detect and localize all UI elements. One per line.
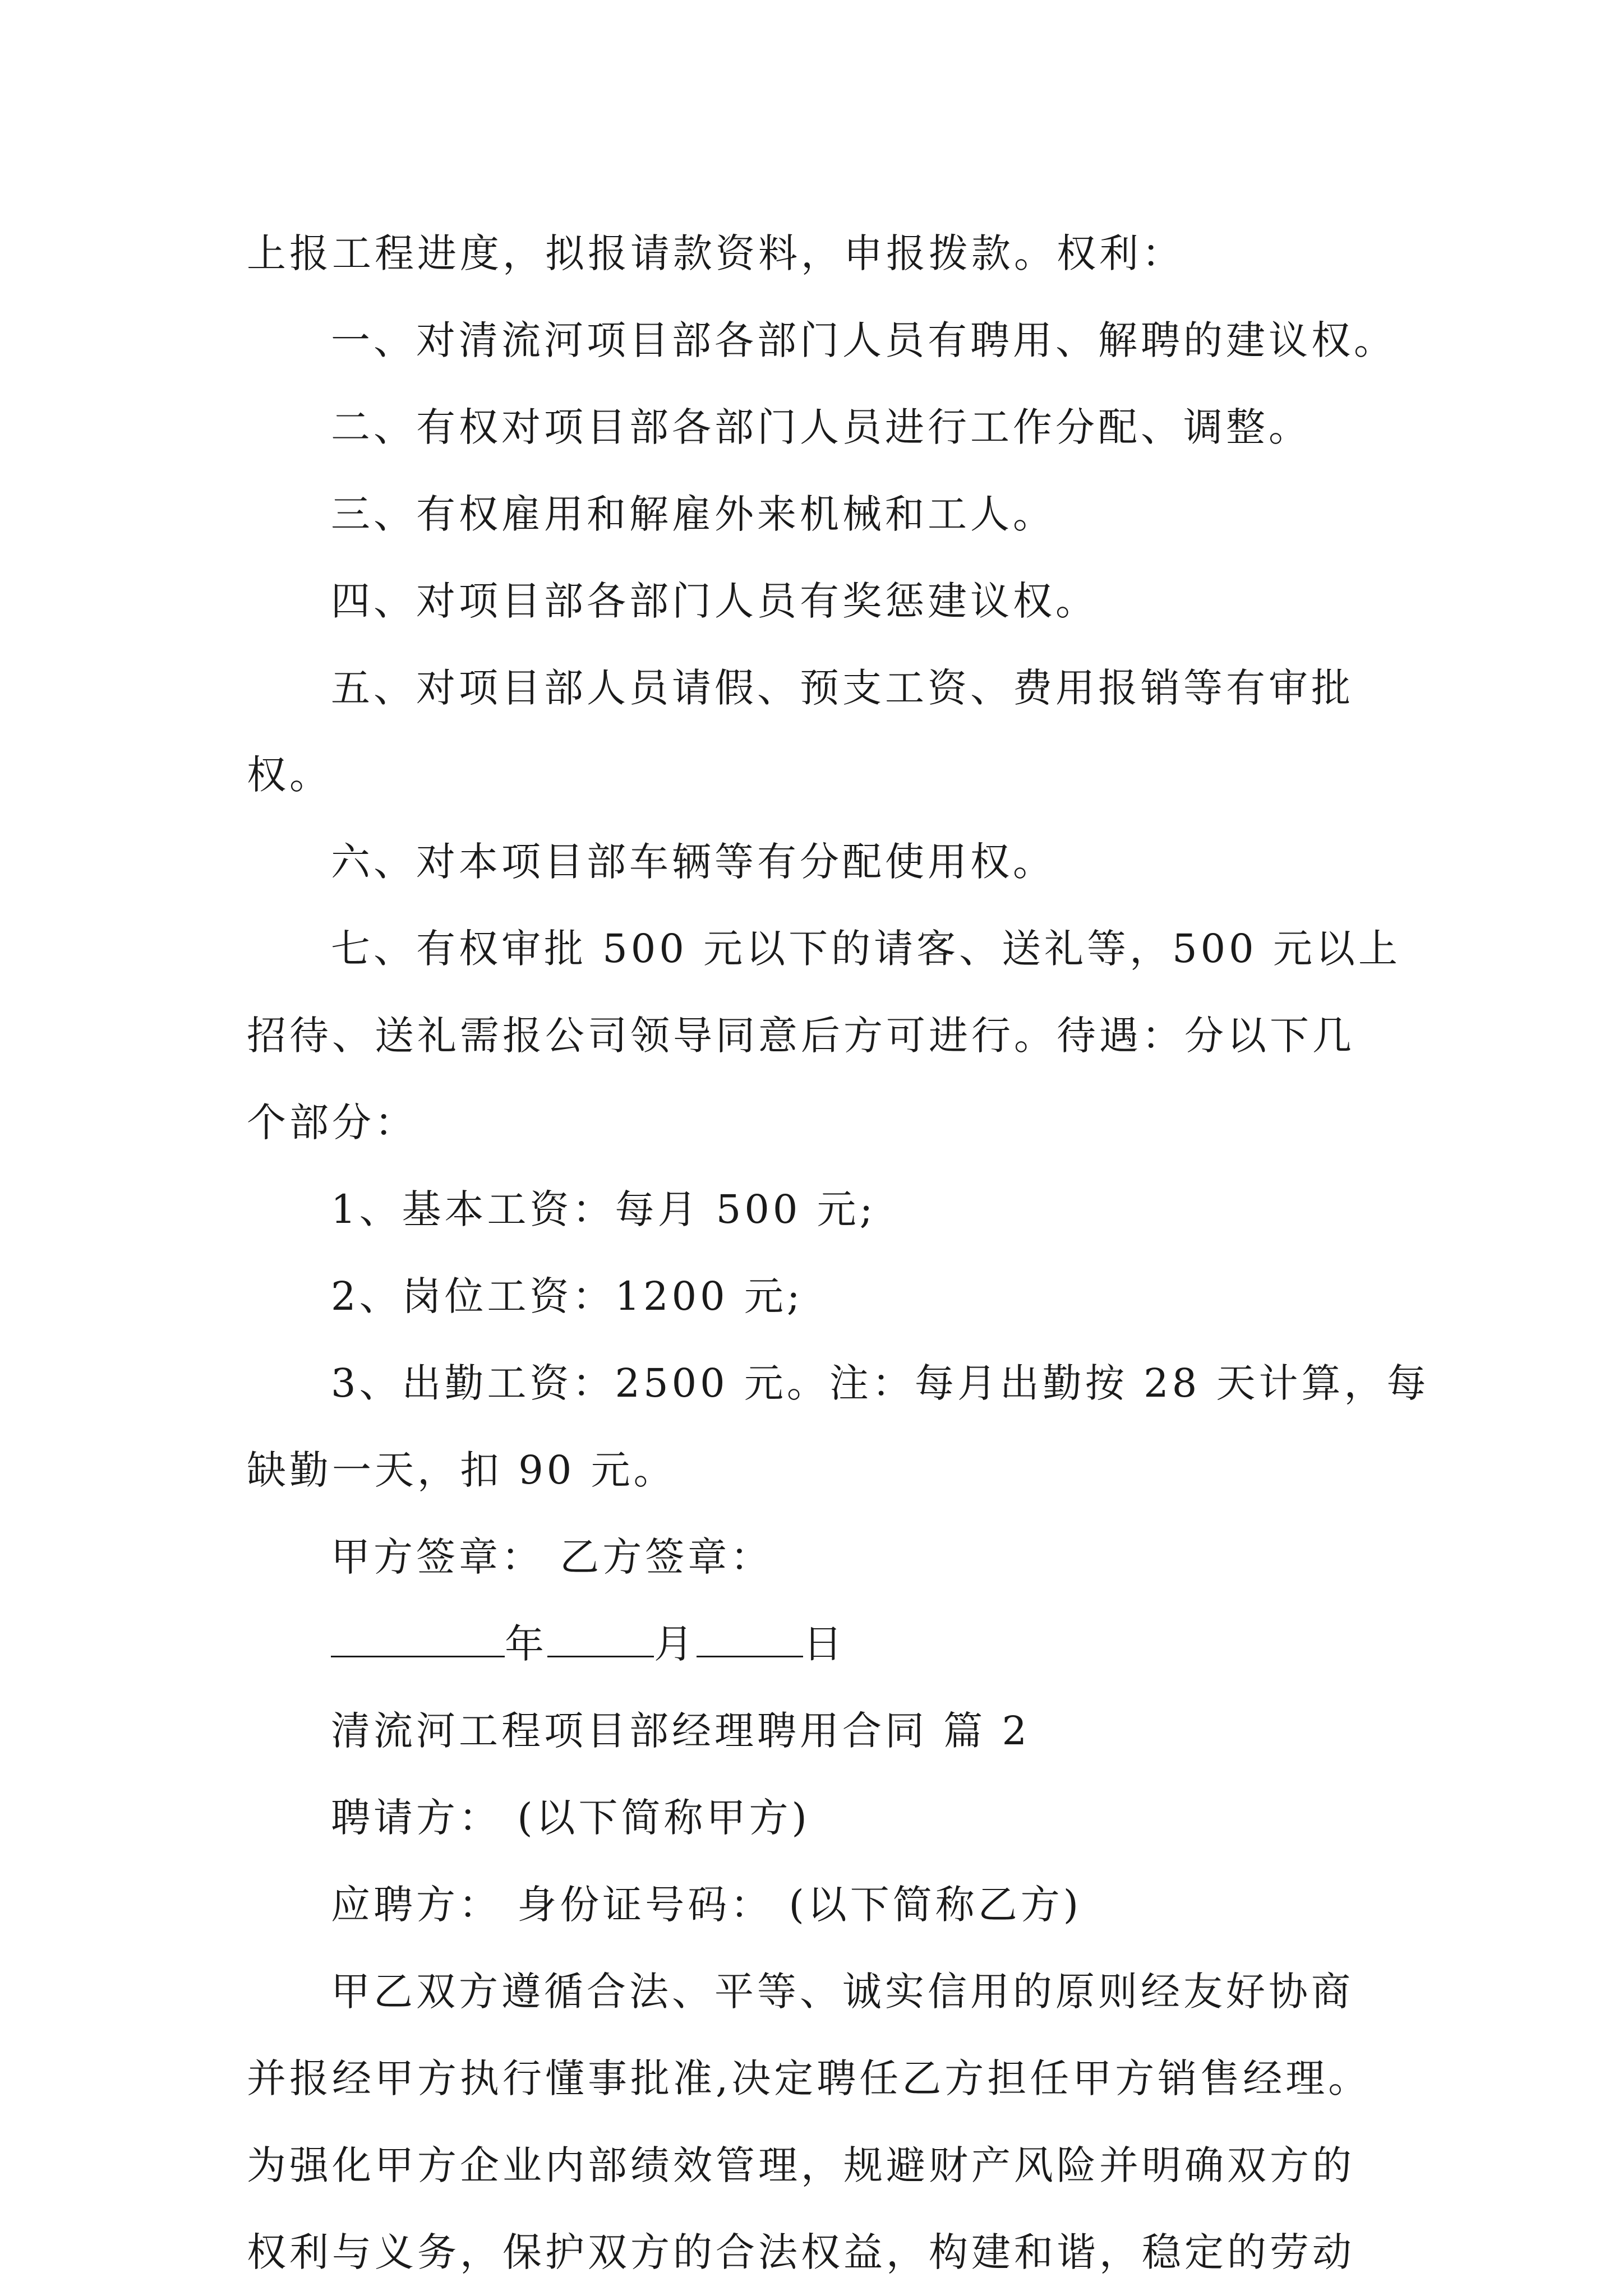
text-line: 权利与义务，保护双方的合法权益，构建和谐，稳定的劳动 — [247, 2229, 1355, 2275]
signature-line: 甲方签章： 乙方签章： — [331, 1534, 773, 1580]
text-line: 六、对本项目部车辆等有分配使用权。 — [331, 839, 1055, 885]
text-line: 上报工程进度，拟报请款资料，申报拨款。权利： — [247, 230, 1184, 276]
text-line: 并报经甲方执行懂事批准,决定聘任乙方担任甲方销售经理。 — [247, 2055, 1371, 2101]
text-line: 缺勤一天，扣 90 元。 — [247, 1447, 676, 1493]
text-line: 招待、送礼需报公司领导同意后方可进行。待遇：分以下几 — [247, 1013, 1355, 1059]
text-line: 七、有权审批 500 元以下的请客、送礼等，500 元以上 — [331, 926, 1401, 972]
document-body — [247, 210, 1430, 2296]
text-line: 甲乙双方遵循合法、平等、诚实信用的原则经友好协商 — [331, 1969, 1354, 2015]
text-line: 2、岗位工资：1200 元; — [331, 1273, 804, 1319]
text-line: 个部分： — [247, 1100, 417, 1145]
month-blank — [547, 1622, 654, 1657]
text-line: 三、有权雇用和解雇外来机械和工人。 — [331, 491, 1055, 537]
text-line: 一、对清流河项目部各部门人员有聘用、解聘的建议权。 — [331, 317, 1396, 363]
text-line: 3、出勤工资：2500 元。注：每月出勤按 28 天计算，每 — [331, 1360, 1430, 1406]
text-line: 五、对项目部人员请假、预支工资、费用报销等有审批 — [331, 665, 1354, 711]
day-label: 日 — [803, 1621, 846, 1667]
day-blank — [697, 1622, 803, 1657]
text-line: 四、对项目部各部门人员有奖惩建议权。 — [331, 578, 1098, 624]
text-line: 聘请方： (以下简称甲方) — [331, 1795, 810, 1841]
text-line: 1、基本工资：每月 500 元; — [331, 1186, 877, 1232]
year-blank — [331, 1622, 505, 1657]
year-label: 年 — [505, 1621, 547, 1667]
text-line: 为强化甲方企业内部绩效管理，规避财产风险并明确双方的 — [247, 2142, 1355, 2188]
text-line: 应聘方： 身份证号码： (以下简称乙方) — [331, 1882, 1082, 1928]
date-line — [247, 1601, 1385, 1688]
text-line: 权。 — [247, 752, 332, 798]
month-label: 月 — [654, 1621, 697, 1667]
text-line: 二、有权对项目部各部门人员进行工作分配、调整。 — [331, 404, 1311, 450]
section-title: 清流河工程项目部经理聘用合同 篇 2 — [331, 1708, 1031, 1754]
